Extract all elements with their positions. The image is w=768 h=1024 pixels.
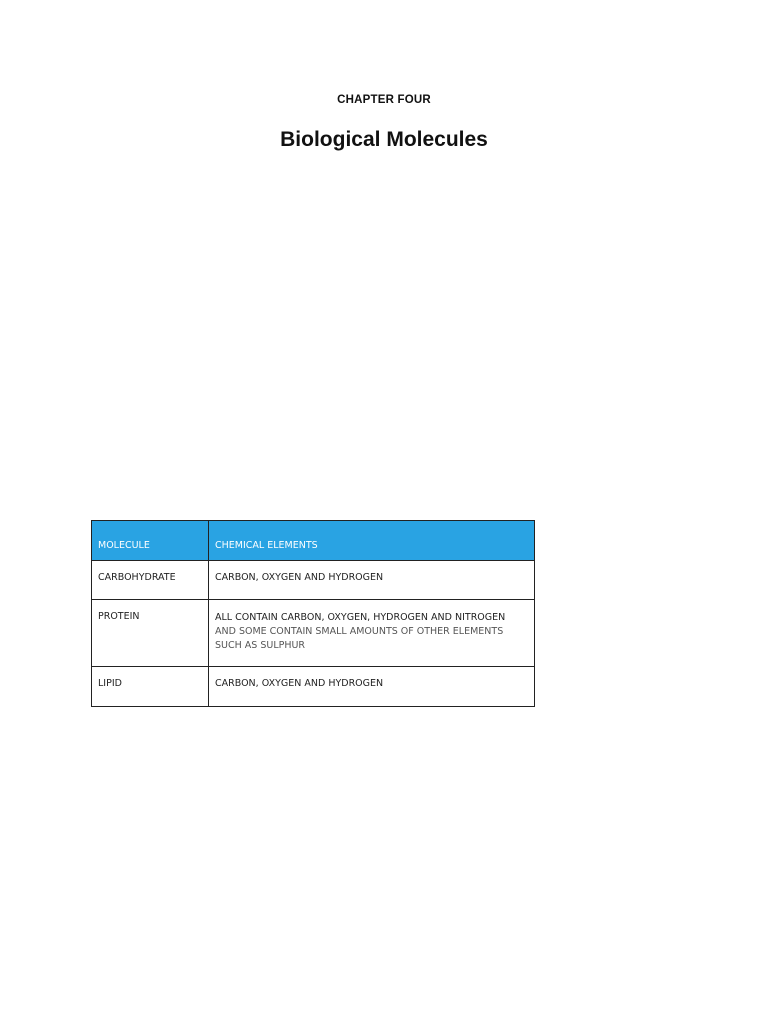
page-title: Biological Molecules xyxy=(280,128,488,151)
elements-cell: CARBON, OXYGEN AND HYDROGEN xyxy=(209,561,535,600)
table-row xyxy=(92,667,535,707)
column-header-chemical-elements: CHEMICAL ELEMENTS xyxy=(209,521,535,561)
elements-line: ALL CONTAIN CARBON, OXYGEN, HYDROGEN AND NITROGEN xyxy=(215,612,506,623)
elements-cell: CARBON, OXYGEN AND HYDROGEN xyxy=(209,667,535,707)
elements-line: SUCH AS SULPHUR xyxy=(215,640,306,651)
molecules-table xyxy=(91,520,535,707)
molecule-cell: PROTEIN xyxy=(92,600,209,667)
column-header-molecule: MOLECULE xyxy=(92,521,209,561)
molecule-cell: CARBOHYDRATE xyxy=(92,561,209,600)
molecule-cell: LIPID xyxy=(92,667,209,707)
elements-cell xyxy=(209,600,535,667)
elements-line: AND SOME CONTAIN SMALL AMOUNTS OF OTHER ELEMENTS xyxy=(215,626,504,637)
table-row xyxy=(92,561,535,600)
table-header-row xyxy=(92,521,535,561)
molecules-table-container xyxy=(91,520,534,707)
chapter-label: CHAPTER FOUR xyxy=(337,94,431,106)
table-row xyxy=(92,600,535,667)
